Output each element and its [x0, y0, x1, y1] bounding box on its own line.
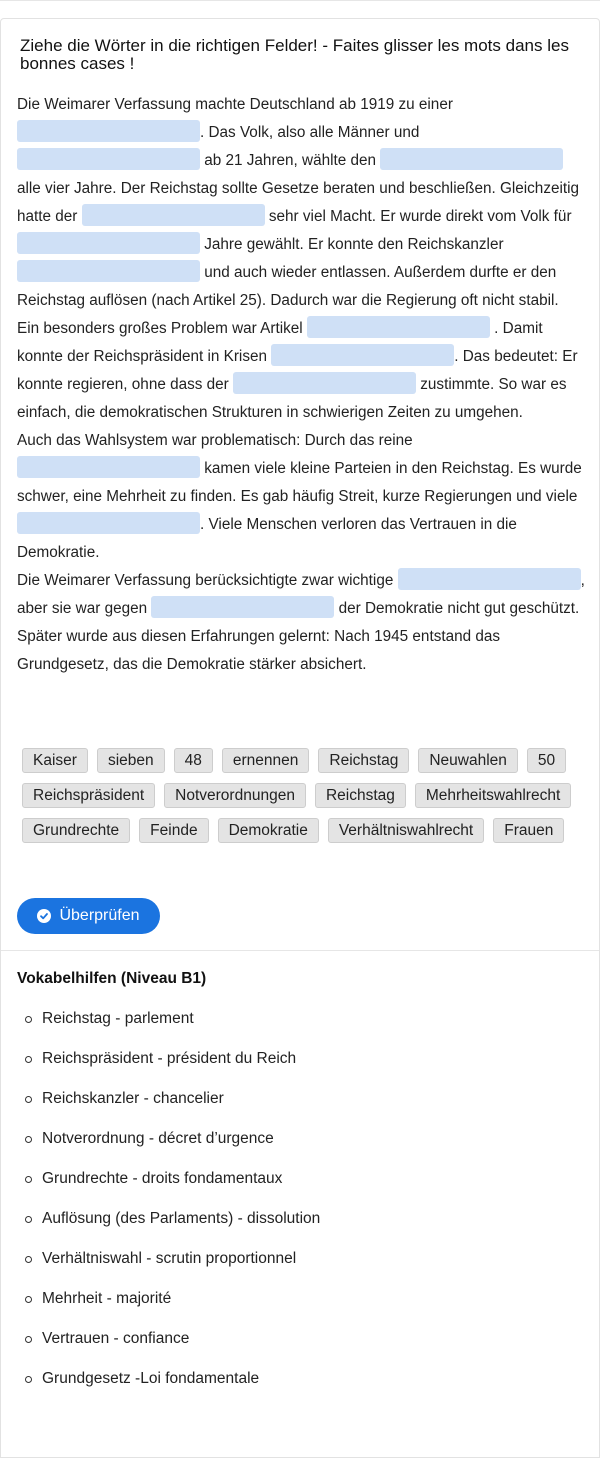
- text-segment: . Damit konnte der Reichspräsident in Krisen: [17, 320, 543, 365]
- bullet-icon: [25, 1336, 32, 1343]
- text-segment: Ein besonders großes Problem war Artikel: [17, 320, 303, 337]
- word-chip[interactable]: Feinde: [139, 818, 208, 843]
- vocab-item: [23, 1204, 320, 1244]
- text-segment: alle vier Jahre. Der Reichstag sollte Gesetze beraten und beschließen. Gleichzeitig hatte der: [17, 180, 580, 225]
- word-chip[interactable]: 50: [527, 748, 566, 773]
- drop-zone-10[interactable]: [17, 456, 200, 478]
- drop-zone-9[interactable]: [233, 372, 416, 394]
- vocab-item-text: Grundrechte - droits fondamentaux: [42, 1170, 283, 1187]
- task-title: Ziehe die Wörter in die richtigen Felder! - Faites glisser les mots dans les bonnes cases !: [20, 36, 569, 73]
- bullet-icon: [25, 1096, 32, 1103]
- word-chip[interactable]: Grundrechte: [22, 818, 130, 843]
- text-segment: Die Weimarer Verfassung machte Deutschland ab 1919 zu einer: [17, 96, 453, 113]
- exercise-card: [0, 18, 600, 1458]
- check-button-label: Überprüfen: [59, 907, 140, 924]
- drop-zone-12[interactable]: [398, 568, 581, 590]
- paragraph-4: [17, 567, 589, 679]
- vocab-title: Vokabelhilfen (Niveau B1): [17, 970, 207, 987]
- text-segment: der Demokratie nicht gut geschützt. Später wurde aus diesen Erfahrungen gelernt: Nach 1945 entstand das Grundgesetz, das die Demokratie stärker absichert.: [17, 600, 580, 673]
- vocab-item: [23, 1364, 320, 1404]
- vocab-item: [23, 1244, 320, 1284]
- drop-zone-7[interactable]: [307, 316, 490, 338]
- vocab-item-text: Verhältniswahl - scrutin proportionnel: [42, 1250, 297, 1267]
- section-divider: [1, 950, 599, 951]
- text-segment: . Das bedeutet: Er konnte regieren, ohne dass der: [17, 348, 578, 393]
- vocab-item-text: Grundgesetz -Loi fondamentale: [42, 1370, 260, 1387]
- vocab-item-text: Vertrauen - confiance: [42, 1330, 190, 1347]
- text-segment: zustimmte. So war es einfach, die demokratischen Strukturen in schwierigen Zeiten zu umgehen.: [17, 376, 567, 421]
- bullet-icon: [25, 1136, 32, 1143]
- drop-zone-1[interactable]: [17, 120, 200, 142]
- paragraph-2: [17, 315, 589, 427]
- bullet-icon: [25, 1176, 32, 1183]
- text-segment: , aber sie war gegen: [17, 572, 585, 617]
- vocab-item-text: Reichspräsident - président du Reich: [42, 1050, 297, 1067]
- vocab-item-text: Reichstag - parlement: [42, 1010, 194, 1027]
- word-chip[interactable]: Demokratie: [218, 818, 319, 843]
- text-segment: kamen viele kleine Parteien in den Reichstag. Es wurde schwer, eine Mehrheit zu finden. Es gab häufig Streit, kurze Regierungen und viele: [17, 460, 582, 505]
- drop-zone-11[interactable]: [17, 512, 200, 534]
- word-chip[interactable]: Mehrheitswahlrecht: [415, 783, 571, 808]
- word-chip[interactable]: Kaiser: [22, 748, 88, 773]
- paragraph-3: [17, 427, 589, 567]
- word-chip[interactable]: Reichspräsident: [22, 783, 155, 808]
- paragraph-1: [17, 91, 589, 315]
- bullet-icon: [25, 1016, 32, 1023]
- vocab-item-text: Notverordnung - décret d’urgence: [42, 1130, 274, 1147]
- word-chip[interactable]: Neuwahlen: [418, 748, 518, 773]
- vocab-item: [23, 1004, 320, 1044]
- vocab-item: [23, 1044, 320, 1084]
- word-chip[interactable]: Notverordnungen: [164, 783, 306, 808]
- vocab-item: [23, 1164, 320, 1204]
- vocab-item: [23, 1084, 320, 1124]
- text-segment: Die Weimarer Verfassung berücksichtigte zwar wichtige: [17, 572, 394, 589]
- text-segment: und auch wieder entlassen. Außerdem durfte er den Reichstag auflösen (nach Artikel 25). Dadurch war die Regierung oft nicht stabil.: [17, 264, 559, 309]
- vocab-list: [23, 1004, 320, 1404]
- word-chip[interactable]: sieben: [97, 748, 165, 773]
- vocab-item: [23, 1124, 320, 1164]
- drop-zone-3[interactable]: [380, 148, 563, 170]
- vocab-item: [23, 1324, 320, 1364]
- text-segment: Jahre gewählt. Er konnte den Reichskanzler: [204, 236, 504, 253]
- text-segment: . Das Volk, also alle Männer und: [200, 124, 420, 141]
- bullet-icon: [25, 1296, 32, 1303]
- text-segment: ab 21 Jahren, wählte den: [204, 152, 377, 169]
- check-circle-icon: [37, 909, 51, 923]
- vocab-item-text: Reichskanzler - chancelier: [42, 1090, 224, 1107]
- word-chip[interactable]: Reichstag: [318, 748, 409, 773]
- bullet-icon: [25, 1056, 32, 1063]
- drop-zone-4[interactable]: [82, 204, 265, 226]
- vocab-item: [23, 1284, 320, 1324]
- word-chip[interactable]: Frauen: [493, 818, 564, 843]
- drop-zone-2[interactable]: [17, 148, 200, 170]
- text-segment: Auch das Wahlsystem war problematisch: Durch das reine: [17, 432, 413, 449]
- text-segment: . Viele Menschen verloren das Vertrauen in die Demokratie.: [17, 516, 517, 561]
- vocab-item-text: Auflösung (des Parlaments) - dissolution: [42, 1210, 321, 1227]
- drop-zone-6[interactable]: [17, 260, 200, 282]
- check-button[interactable]: [17, 898, 160, 934]
- word-chip[interactable]: Reichstag: [315, 783, 406, 808]
- cloze-text: [17, 91, 589, 679]
- bullet-icon: [25, 1216, 32, 1223]
- word-bank: [22, 748, 582, 843]
- drop-zone-13[interactable]: [151, 596, 334, 618]
- bullet-icon: [25, 1256, 32, 1263]
- drop-zone-5[interactable]: [17, 232, 200, 254]
- word-chip[interactable]: 48: [174, 748, 213, 773]
- text-segment: sehr viel Macht. Er wurde direkt vom Volk für: [268, 208, 572, 225]
- vocab-item-text: Mehrheit - majorité: [42, 1290, 172, 1307]
- word-chip[interactable]: Verhältniswahlrecht: [328, 818, 484, 843]
- drop-zone-8[interactable]: [271, 344, 454, 366]
- bullet-icon: [25, 1376, 32, 1383]
- word-chip[interactable]: ernennen: [222, 748, 310, 773]
